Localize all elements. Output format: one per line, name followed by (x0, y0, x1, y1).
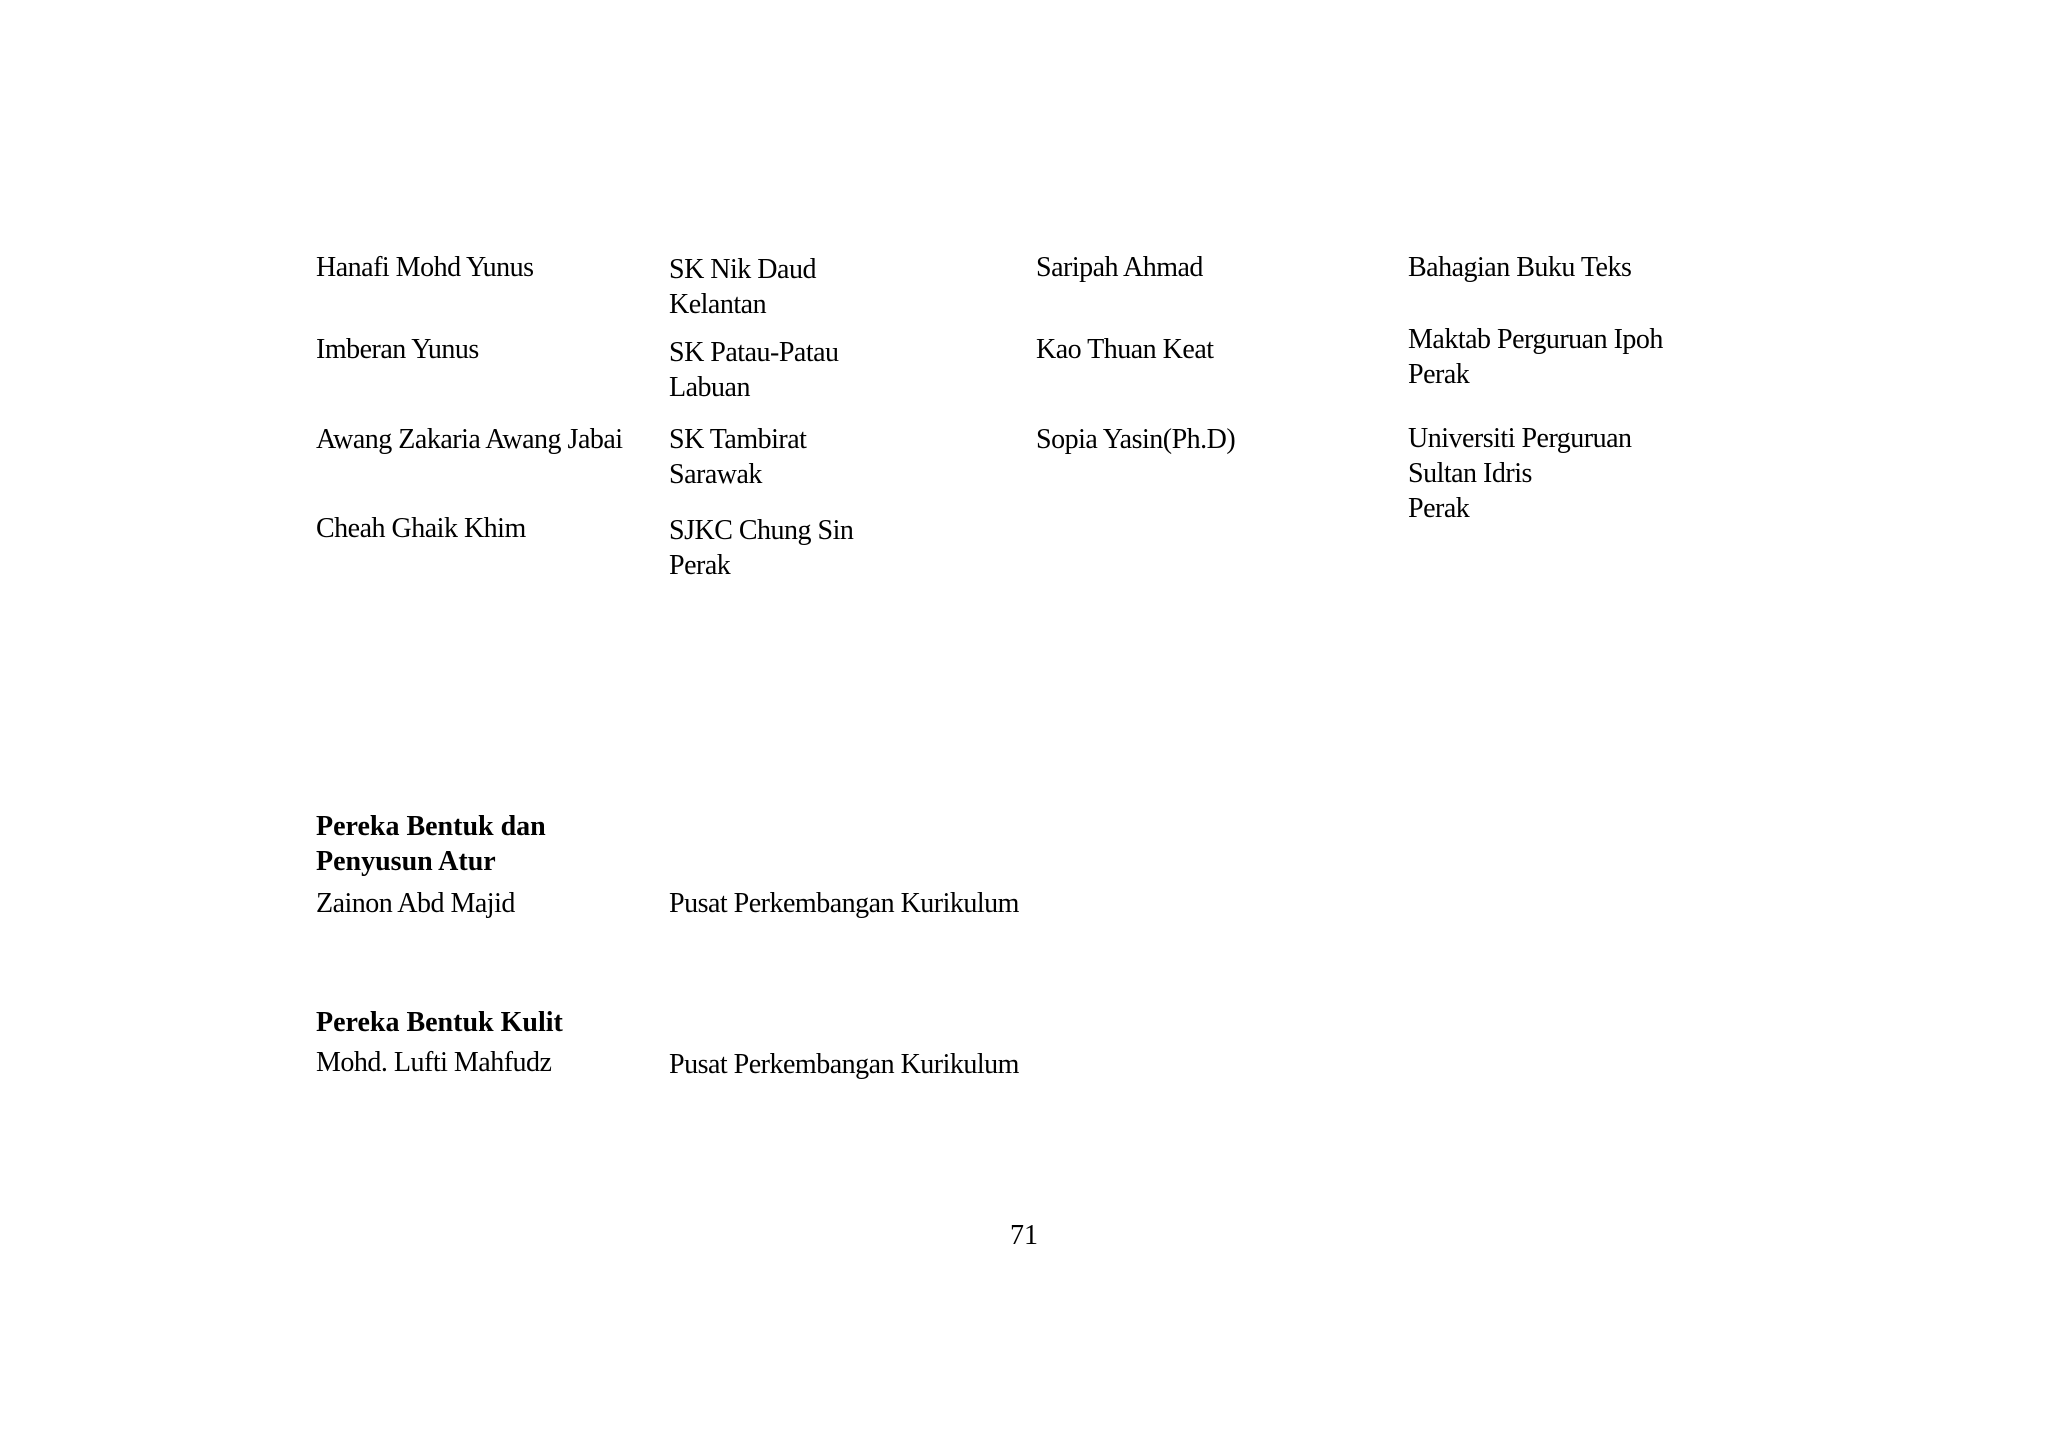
contributor-name: Hanafi Mohd Yunus (316, 252, 534, 283)
designer-institution: Pusat Perkembangan Kurikulum (669, 888, 1019, 919)
institution-line: SK Tambirat (669, 424, 807, 455)
contributor-institution (669, 335, 839, 405)
institution-line: Labuan (669, 372, 750, 403)
institution-line: Perak (1408, 493, 1470, 524)
institution-line: Bahagian Buku Teks (1408, 252, 1632, 283)
cover-designer-institution: Pusat Perkembangan Kurikulum (669, 1049, 1019, 1080)
page-number: 71 (1010, 1220, 1038, 1251)
institution-line: Universiti Perguruan (1408, 423, 1632, 454)
institution-line: SJKC Chung Sin (669, 515, 854, 546)
contributor-institution (1408, 322, 1663, 392)
institution-line: SK Patau-Patau (669, 337, 839, 368)
section-heading-cover: Pereka Bentuk Kulit (316, 1007, 563, 1038)
contributor-institution (1408, 250, 1631, 285)
contributor-name: Imberan Yunus (316, 334, 479, 365)
section-heading-layout (316, 809, 546, 879)
institution-line: Maktab Perguruan Ipoh (1408, 324, 1663, 355)
institution-line: Perak (1408, 359, 1470, 390)
institution-line: SK Nik Daud (669, 254, 816, 285)
contributor-name: Awang Zakaria Awang Jabai (316, 424, 623, 455)
heading-line: Pereka Bentuk dan (316, 811, 546, 842)
institution-line: Kelantan (669, 289, 767, 320)
contributor-name: Kao Thuan Keat (1036, 334, 1214, 365)
designer-name: Zainon Abd Majid (316, 888, 515, 919)
contributor-name: Saripah Ahmad (1036, 252, 1203, 283)
institution-line: Sultan Idris (1408, 458, 1532, 489)
contributor-institution (669, 513, 853, 583)
contributor-institution (669, 252, 816, 322)
heading-line: Penyusun Atur (316, 846, 496, 877)
institution-line: Sarawak (669, 459, 762, 490)
contributor-name: Cheah Ghaik Khim (316, 513, 526, 544)
contributor-institution (1408, 421, 1632, 526)
contributor-institution (669, 422, 806, 492)
contributor-name: Sopia Yasin(Ph.D) (1036, 424, 1236, 455)
cover-designer-name: Mohd. Lufti Mahfudz (316, 1047, 552, 1078)
institution-line: Perak (669, 550, 731, 581)
